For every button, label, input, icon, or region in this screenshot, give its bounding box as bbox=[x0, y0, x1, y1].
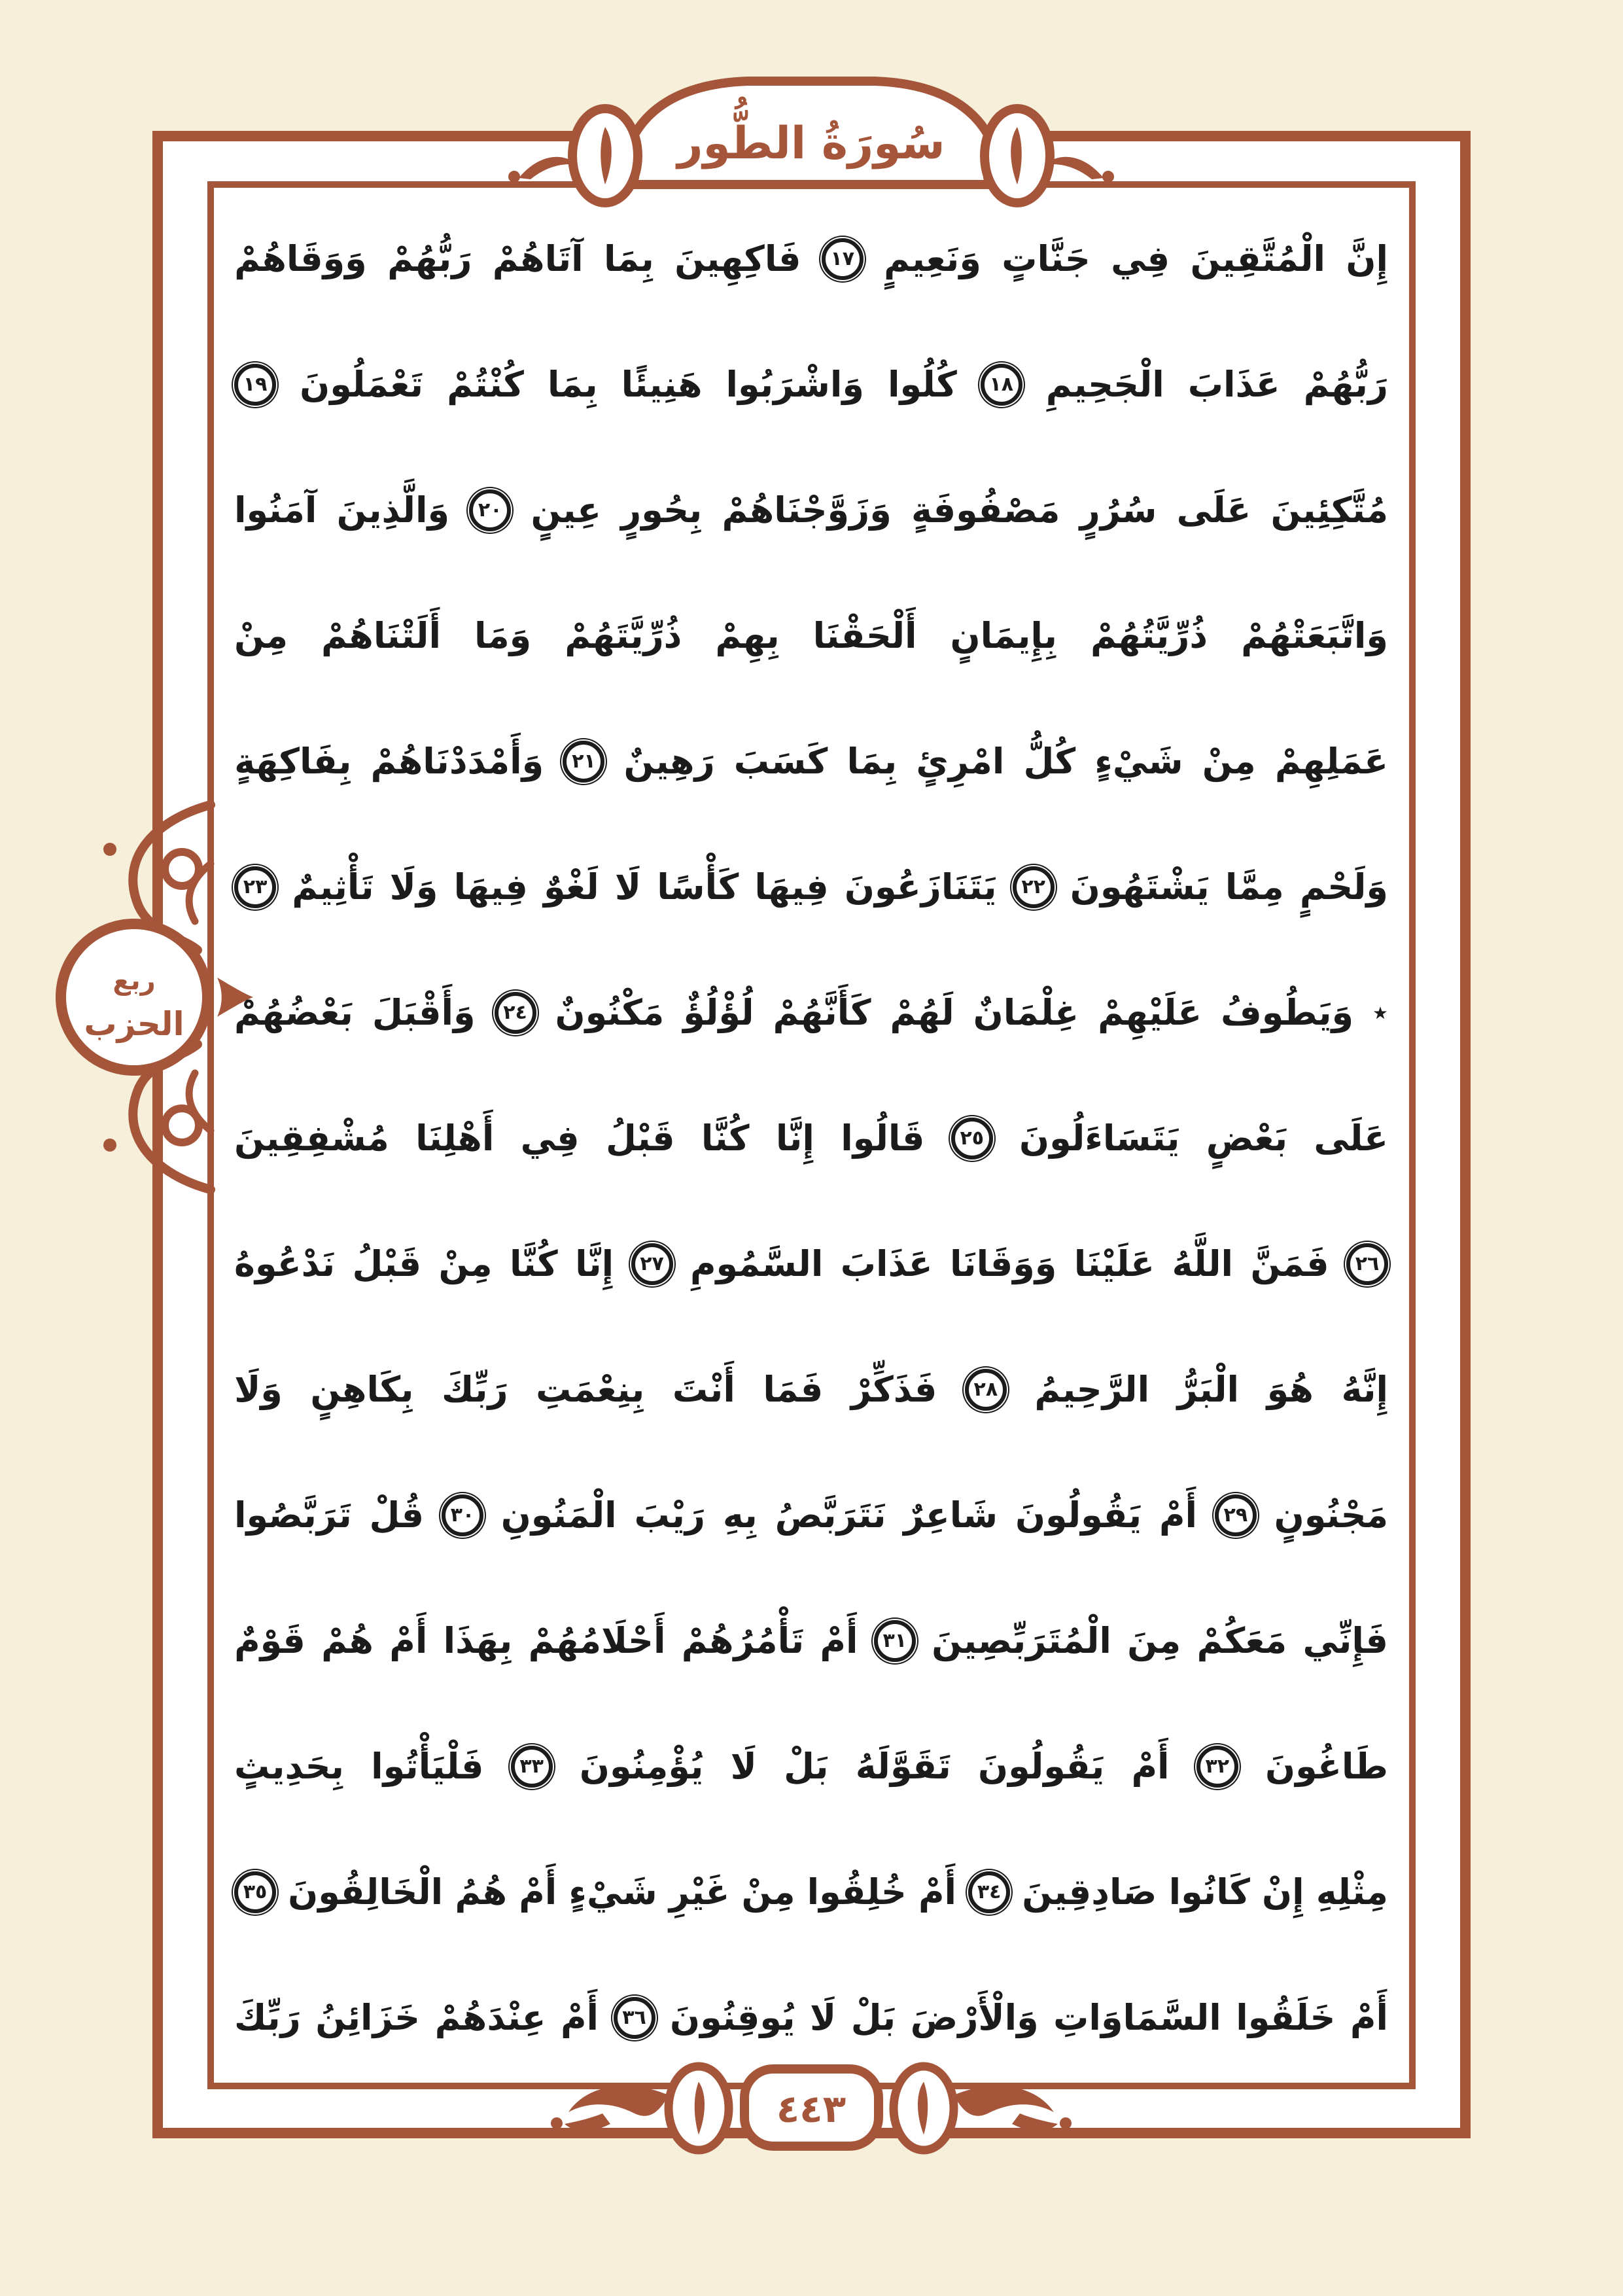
quran-word: مَجْنُونٍ bbox=[1274, 1494, 1388, 1536]
quran-line bbox=[229, 196, 1393, 322]
dome-apex-nub bbox=[801, 77, 821, 83]
hizb-medallion bbox=[26, 785, 249, 1210]
quran-word: عِنْدَهُمْ bbox=[434, 1997, 546, 2038]
quran-word: أَنْتَ bbox=[672, 1369, 735, 1410]
quran-word: مُتَّكِئِينَ bbox=[1270, 489, 1388, 531]
verse-number-badge: ١٧ bbox=[822, 238, 864, 280]
quran-word: هَنِيئًا bbox=[621, 364, 703, 405]
quran-word: كَأْسًا bbox=[657, 866, 739, 908]
quran-word: مِنْ bbox=[234, 615, 288, 656]
quran-word: بِنِعْمَتِ bbox=[536, 1369, 645, 1410]
quran-word: شَيْءٍ bbox=[568, 1871, 657, 1913]
quran-word: تَأْثِيمٌ bbox=[292, 866, 374, 908]
quran-word: لَا bbox=[730, 1746, 757, 1787]
quran-word: لَا bbox=[614, 866, 642, 908]
quran-word: قُلْ bbox=[369, 1494, 425, 1536]
quran-word: بِإِيمَانٍ bbox=[950, 615, 1057, 656]
quran-word: امْرِئٍ bbox=[916, 741, 1005, 782]
verse-number-badge: ٢٤ bbox=[495, 992, 536, 1034]
page-number: ٤٤٣ bbox=[776, 2087, 846, 2131]
quran-word: وَأَمْدَدْنَاهُمْ bbox=[370, 741, 544, 782]
quran-word: طَاغُونَ bbox=[1265, 1746, 1388, 1787]
verse-number-badge: ٢٥ bbox=[951, 1118, 993, 1159]
quran-word: يَتَسَاءَلُونَ bbox=[1019, 1118, 1180, 1159]
quran-word: عِينٍ bbox=[531, 489, 601, 531]
quran-word: إِنَّا bbox=[775, 1118, 814, 1159]
quran-word: هُوَ bbox=[1266, 1369, 1314, 1410]
footer-ornament bbox=[152, 2061, 1471, 2185]
quran-word: أَمْ bbox=[1159, 1494, 1198, 1536]
quran-line bbox=[229, 699, 1393, 824]
medallion-ring bbox=[61, 924, 207, 1070]
quran-word: نَدْعُوهُ bbox=[234, 1243, 336, 1284]
quran-word: بِكَاهِنٍ bbox=[310, 1369, 414, 1410]
verse-number-badge: ٣٥ bbox=[234, 1871, 276, 1913]
quran-word: بِفَاكِهَةٍ bbox=[234, 741, 352, 782]
verse-number-badge: ٢٢ bbox=[1013, 866, 1055, 908]
quran-word: لَغْوٌ bbox=[544, 866, 599, 908]
quran-line bbox=[229, 1327, 1393, 1453]
quran-word: وَلَحْمٍ bbox=[1299, 866, 1388, 908]
verse-number-badge: ٢٠ bbox=[469, 489, 511, 531]
quran-line bbox=[229, 824, 1393, 950]
quran-word: مَكْنُونٌ bbox=[555, 992, 665, 1033]
quran-word: عَمَلِهِمْ bbox=[1274, 741, 1388, 782]
header-ornament bbox=[152, 79, 1471, 191]
quran-word: فَمَنَّ bbox=[1250, 1243, 1329, 1284]
quran-word: أَلَتْنَاهُمْ bbox=[321, 615, 441, 656]
quran-word: وَوَقَاهُمْ bbox=[234, 238, 367, 279]
quran-word: وَالْأَرْضَ bbox=[910, 1997, 1039, 2038]
quran-word: غِلْمَانٌ bbox=[973, 992, 1079, 1033]
quran-word: بَلْ bbox=[784, 1746, 829, 1787]
quran-word: فِي bbox=[520, 1118, 580, 1159]
quran-word: وَمَا bbox=[474, 615, 532, 656]
ball-ornament bbox=[103, 843, 116, 856]
quran-word: الْبَرُّ bbox=[1177, 1369, 1240, 1410]
quran-word: أَلْحَقْنَا bbox=[812, 615, 917, 656]
quran-word: لَهُمْ bbox=[890, 992, 954, 1033]
rub-el-hizb-mark: ٭ bbox=[1372, 996, 1388, 1029]
quran-word: فَلْيَأْتُوا bbox=[371, 1746, 484, 1787]
quran-word: بِهِ bbox=[722, 1494, 758, 1536]
quran-word: كَأَنَّهُمْ bbox=[773, 992, 871, 1033]
verse-number-badge: ٢٧ bbox=[631, 1243, 673, 1285]
quran-word: عَلَيْهِمْ bbox=[1098, 992, 1202, 1033]
quran-line bbox=[229, 1704, 1393, 1829]
quran-line bbox=[229, 1453, 1393, 1578]
quran-word: وَاتَّبَعَتْهُمْ bbox=[1241, 615, 1388, 656]
quran-word: اللَّهُ bbox=[1172, 1243, 1234, 1284]
quran-word: أَمْ bbox=[1350, 1997, 1388, 2038]
quran-word: كُنَّا bbox=[701, 1118, 750, 1159]
quran-word: وَنَعِيمٍ bbox=[884, 238, 981, 279]
quran-word: الْخَالِقُونَ bbox=[288, 1871, 444, 1913]
quran-word: أَمْ bbox=[389, 1620, 428, 1661]
quran-word: بِمَا bbox=[604, 238, 654, 279]
quran-word: مِثْلِهِ bbox=[1316, 1871, 1388, 1913]
quran-word: الرَّحِيمُ bbox=[1034, 1369, 1150, 1410]
quran-word: يَتَنَازَعُونَ bbox=[844, 866, 997, 908]
quran-word: فَمَا bbox=[763, 1369, 824, 1410]
quran-word: كُنَّا bbox=[509, 1243, 558, 1284]
quran-word: بِهَذَا bbox=[443, 1620, 513, 1661]
quran-word: مُشْفِقِينَ bbox=[234, 1118, 389, 1159]
quran-word: بِحُورٍ bbox=[621, 489, 703, 531]
quran-word: الْجَحِيمِ bbox=[1045, 364, 1164, 405]
verse-number-badge: ٢٣ bbox=[234, 866, 276, 908]
quran-word: رَبُّهُمْ bbox=[387, 238, 472, 279]
quran-word: مِنْ bbox=[1202, 741, 1256, 782]
quran-word: وَلَا bbox=[389, 866, 438, 908]
quran-word: الْمُتَّقِينَ bbox=[1190, 238, 1326, 279]
verse-number-badge: ٣٢ bbox=[1196, 1746, 1238, 1788]
quran-word: رَبُّهُمْ bbox=[1303, 364, 1388, 405]
quran-word: فِيهَا bbox=[754, 866, 829, 908]
quran-word: هُمْ bbox=[321, 1620, 374, 1661]
quran-word: عَلَى bbox=[1176, 489, 1251, 531]
quran-word: السَّمَاوَاتِ bbox=[1053, 1997, 1221, 2038]
quran-line bbox=[229, 1829, 1393, 1955]
scroll-ornament bbox=[189, 864, 211, 921]
verse-number-badge: ٣١ bbox=[874, 1620, 916, 1662]
quran-word: قَبْلُ bbox=[352, 1243, 422, 1284]
quran-word: كَسَبَ bbox=[733, 741, 828, 782]
quran-word: قَبْلُ bbox=[605, 1118, 675, 1159]
quran-word: مِنَ bbox=[1127, 1620, 1181, 1661]
quran-word: رَيْبَ bbox=[634, 1494, 706, 1536]
quran-word: خَزَائِنُ bbox=[315, 1997, 421, 2038]
quran-word: بِمَا bbox=[547, 364, 598, 405]
quran-word: بِحَدِيثٍ bbox=[234, 1746, 344, 1787]
quran-word: سُرُرٍ bbox=[1079, 489, 1157, 531]
quran-word: قَالُوا bbox=[841, 1118, 925, 1159]
verse-number-badge: ٢٩ bbox=[1215, 1494, 1257, 1536]
quran-word: بَلْ bbox=[850, 1997, 896, 2038]
quran-line bbox=[229, 1076, 1393, 1201]
quran-word: وَأَقْبَلَ bbox=[372, 992, 476, 1033]
quran-word: يُؤْمِنُونَ bbox=[579, 1746, 704, 1787]
verse-number-badge: ١٨ bbox=[981, 364, 1022, 406]
quran-word: فِي bbox=[1111, 238, 1170, 279]
quran-word: إِنْ bbox=[1262, 1871, 1304, 1913]
quran-word: أَحْلَامُهُمْ bbox=[528, 1620, 666, 1661]
quran-word: آمَنُوا bbox=[234, 489, 317, 531]
quran-word: أَمْ bbox=[519, 1871, 557, 1913]
quran-word: بِهِمْ bbox=[715, 615, 780, 656]
quran-word: وَزَوَّجْنَاهُمْ bbox=[722, 489, 892, 531]
quran-word: شَيْءٍ bbox=[1094, 741, 1183, 782]
quran-word: رَبِّكَ bbox=[441, 1369, 508, 1410]
quran-line bbox=[229, 448, 1393, 573]
quran-word: مِنْ bbox=[438, 1243, 493, 1284]
quran-word: عَلَيْنَا bbox=[1073, 1243, 1155, 1284]
quran-word: خُلِقُوا bbox=[807, 1871, 907, 1913]
quran-word: كَانُوا bbox=[1168, 1871, 1250, 1913]
quran-word: تَعْمَلُونَ bbox=[300, 364, 424, 405]
quran-line bbox=[229, 1201, 1393, 1327]
quran-word: كُنْتُمْ bbox=[447, 364, 524, 405]
quran-word: هُمُ bbox=[455, 1871, 508, 1913]
verse-number-badge: ٣٣ bbox=[511, 1746, 553, 1788]
quran-word: وَلَا bbox=[234, 1369, 283, 1410]
quran-word: فِيهَا bbox=[453, 866, 528, 908]
quran-word: الْمُتَرَبِّصِينَ bbox=[932, 1620, 1111, 1661]
quran-word: الْمَنُونِ bbox=[500, 1494, 617, 1536]
verse-number-badge: ٢٦ bbox=[1346, 1243, 1388, 1285]
quran-word: آتَاهُمْ bbox=[492, 238, 584, 279]
quran-line bbox=[229, 573, 1393, 699]
quran-word: وَاشْرَبُوا bbox=[725, 364, 864, 405]
quran-line bbox=[229, 322, 1393, 448]
quran-word: أَمْ bbox=[1131, 1746, 1170, 1787]
quran-word: عَذَابَ bbox=[1187, 364, 1280, 405]
quran-word: شَاعِرٌ bbox=[903, 1494, 998, 1536]
verse-number-badge: ٢٨ bbox=[965, 1369, 1007, 1411]
quran-word: فَإِنِّي bbox=[1302, 1620, 1388, 1661]
quran-word: أَهْلِنَا bbox=[415, 1118, 495, 1159]
quran-word: أَمْ bbox=[918, 1871, 957, 1913]
quran-word: تَرَبَّصُوا bbox=[234, 1494, 352, 1536]
quran-word: لَا bbox=[810, 1997, 837, 2038]
quran-word: تَأْمُرُهُمْ bbox=[681, 1620, 805, 1661]
medallion-word-bottom: الحزب bbox=[84, 1005, 184, 1043]
quran-word: كُلُّ bbox=[1023, 741, 1076, 782]
quran-word: وَيَطُوفُ bbox=[1221, 992, 1354, 1033]
quran-word: إِنَّا bbox=[575, 1243, 614, 1284]
quran-line bbox=[229, 950, 1393, 1076]
quran-word: وَالَّذِينَ bbox=[336, 489, 450, 531]
medallion-word-top: ربع bbox=[113, 966, 156, 996]
verse-number-badge: ٣٦ bbox=[614, 1997, 655, 2039]
quran-word: إِنَّهُ bbox=[1341, 1369, 1388, 1410]
quran-word: بَعْضُهُمْ bbox=[234, 992, 353, 1033]
quran-word: فَاكِهِينَ bbox=[674, 238, 801, 279]
quran-line bbox=[229, 1578, 1393, 1704]
quran-word: ذُرِّيَّتُهُمْ bbox=[1090, 615, 1208, 656]
quran-word: يَقُولُونَ bbox=[978, 1746, 1105, 1787]
quran-word: لُؤْلُؤٌ bbox=[683, 992, 754, 1033]
quran-word: نَتَرَبَّصُ bbox=[775, 1494, 886, 1536]
quran-word: تَقَوَّلَهُ bbox=[855, 1746, 951, 1787]
quran-word: عَذَابَ bbox=[840, 1243, 933, 1284]
quran-word: عَلَى bbox=[1314, 1118, 1388, 1159]
verse-number-badge: ٢١ bbox=[563, 741, 604, 783]
quran-word: مِمَّا bbox=[1225, 866, 1284, 908]
quran-word: يُوقِنُونَ bbox=[670, 1997, 795, 2038]
quran-word: مَصْفُوفَةٍ bbox=[911, 489, 1060, 531]
quran-word: أَمْ bbox=[560, 1997, 599, 2038]
quran-word: ذُرِّيَّتَهُمْ bbox=[565, 615, 682, 656]
quran-word: إِنَّ bbox=[1346, 238, 1388, 279]
quran-word: مِنْ bbox=[741, 1871, 795, 1913]
quran-word: بِمَا bbox=[846, 741, 898, 782]
surah-title: سُورَةُ الطُّور bbox=[677, 118, 945, 169]
quran-word: فَذَكِّرْ bbox=[850, 1369, 937, 1410]
verse-number-badge: ٣٤ bbox=[968, 1871, 1010, 1913]
quran-word: قَوْمٌ bbox=[234, 1620, 305, 1661]
quran-word: بَعْضٍ bbox=[1206, 1118, 1288, 1159]
quran-text-area bbox=[229, 196, 1393, 2081]
quran-word: يَقُولُونَ bbox=[1015, 1494, 1142, 1536]
quran-word: يَشْتَهُونَ bbox=[1070, 866, 1210, 908]
quran-word: صَادِقِينَ bbox=[1022, 1871, 1157, 1913]
verse-number-badge: ٣٠ bbox=[442, 1494, 483, 1536]
quran-word: خَلَقُوا bbox=[1236, 1997, 1336, 2038]
quran-word: أَمْ bbox=[820, 1620, 858, 1661]
verse-number-badge: ١٩ bbox=[234, 364, 276, 406]
quran-word: رَهِينٌ bbox=[623, 741, 715, 782]
quran-word: غَيْرِ bbox=[669, 1871, 730, 1913]
quran-word: مَعَكُمْ bbox=[1196, 1620, 1287, 1661]
quran-word: السَّمُومِ bbox=[689, 1243, 824, 1284]
quran-word: جَنَّاتٍ bbox=[1002, 238, 1091, 279]
quran-word: كُلُوا bbox=[887, 364, 957, 405]
quran-word: رَبِّكَ bbox=[234, 1997, 301, 2038]
quran-word: وَوَقَانَا bbox=[950, 1243, 1057, 1284]
